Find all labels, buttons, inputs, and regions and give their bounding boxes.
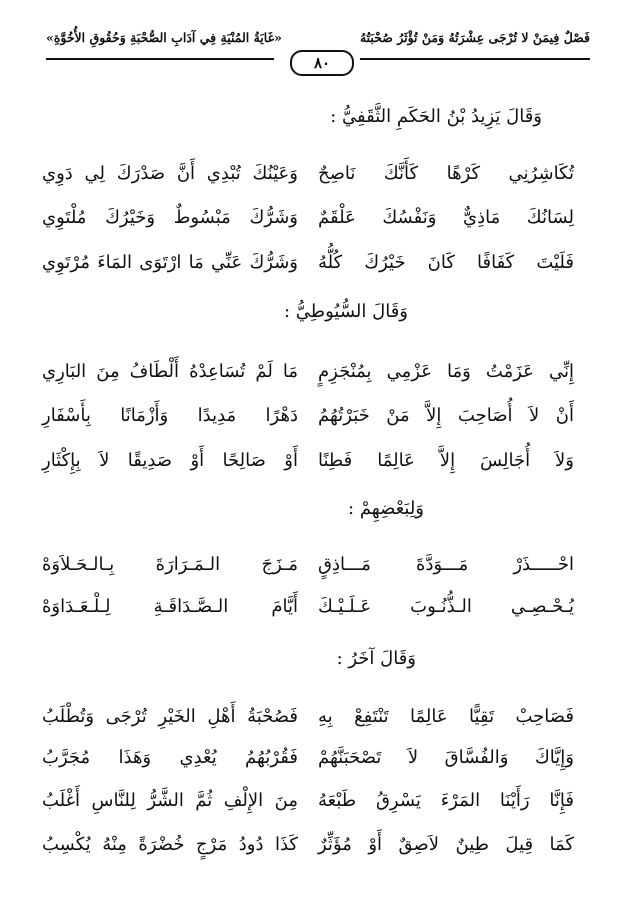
verse-first-hemistich: فَلَيْتَ كَفَافًا كَانَ خَيْرُكَ كُلُّهُ	[318, 252, 574, 273]
verse-line	[0, 361, 634, 395]
verse-line	[0, 207, 634, 241]
verse-first-hemistich: وَلاَ أُجَالِسَ إِلاَّ عَالِمًا فَطِنًا	[318, 450, 574, 471]
verse-line	[0, 596, 634, 630]
verse-first-hemistich: فَصَاحِبْ تَقِيًّا عَالِمًا تَنْتَفِعْ بِهِ	[318, 706, 574, 727]
verse-line	[0, 747, 634, 781]
verse-line	[0, 706, 634, 740]
section-heading: وَقَالَ السُّيُوطِيُّ :	[284, 301, 408, 322]
verse-line	[0, 252, 634, 286]
page-number: ٨٠	[290, 50, 354, 76]
verse-second-hemistich: دَهْرًا مَدِيدًا وَأَزْمَانًا بِأَسْفَارِ	[42, 405, 298, 426]
running-header-book-title: «غَايَةُ المُنْيَةِ فِي آدَابِ الصُّحْبَةِ وَحُقُوقِ الأُخُوَّةِ»	[46, 30, 282, 45]
verse-first-hemistich: تُكَاشِرُنِي كَرْهًا كَأَنَّكَ نَاصِحٌ	[318, 163, 574, 184]
verse-first-hemistich: لِسَانُكَ مَاذِيٌّ وَنَفْسُكَ عَلْقَمٌ	[318, 207, 574, 228]
verse-second-hemistich: أَوْ صَالِحًا أَوْ صَدِيقًا لاَ بِإِكْثَارِ	[42, 450, 298, 471]
section-heading: وَلِبَعْضِهِمْ :	[348, 498, 424, 519]
verse-second-hemistich: كَذَا دُودُ مَرْجٍ خُضْرَةً مِنْهُ يُكْسِبُ	[42, 834, 298, 855]
verse-second-hemistich: أَيَّامَ الـصَّـدَاقَـةِ لِـلْـعَـدَاوَهْ	[42, 596, 298, 617]
verse-second-hemistich: وَشَرُّكَ عَنِّي مَا ارْتَوَى المَاءَ مُرْتَوِي	[42, 252, 298, 273]
verse-first-hemistich: أَنْ لاَ أُصَاحِبَ إِلاَّ مَنْ خَبَرْتُهُمُ	[318, 405, 574, 426]
verse-line	[0, 554, 634, 588]
verse-second-hemistich: وَعَيْنُكَ تُبْدِي أَنَّ صَدْرَكَ لِي دَوِي	[42, 163, 298, 184]
verse-line	[0, 163, 634, 197]
verse-first-hemistich: كَمَا قِيلَ طِينٌ لاَصِقٌ أَوْ مُؤَثِّرٌ	[318, 834, 574, 855]
verse-second-hemistich: فَقُرْبُهُمُ يُعْدِي وَهَذَا مُجَرَّبُ	[42, 747, 298, 768]
header-rule-right	[360, 58, 590, 60]
verse-line	[0, 790, 634, 824]
running-header-chapter: فَصْلٌ فِيمَنْ لا تُرْجَى عِشْرَتُهُ وَمَنْ تُؤْثَرُ صُحْبَتُهُ	[359, 30, 590, 45]
verse-line	[0, 405, 634, 439]
verse-first-hemistich: فَإِنَّا رَأَيْنَا المَرْءَ يَسْرِقُ طَبْعَهُ	[318, 790, 574, 811]
verse-first-hemistich: إِنِّي عَزَمْتُ وَمَا عَزْمِي بِمُنْجَزِمٍ	[318, 361, 574, 382]
section-heading: وَقَالَ آخَرُ :	[336, 648, 416, 669]
verse-second-hemistich: وَشَرُّكَ مَبْسُوطٌ وَخَيْرُكَ مُلْتَوِي	[42, 207, 298, 228]
verse-second-hemistich: مَـزَجَ الـمَـرَارَةَ بِـالـحَـلاَوَهْ	[42, 554, 298, 575]
verse-line	[0, 834, 634, 868]
header-rule-left	[46, 58, 274, 60]
verse-first-hemistich: وَإِيَّاكَ وَالفُسَّاقَ لاَ تَصْحَبَنَّهُمْ	[318, 747, 574, 768]
verse-first-hemistich: يُـحْـصِـي الـذُّنُـوبَ عَـلَـيْـكَ	[318, 596, 574, 617]
verse-second-hemistich: مَا لَمْ تُسَاعِدْهُ أَلْطَافُ مِنَ البَارِي	[42, 361, 298, 382]
verse-first-hemistich: احْـــــذَرْ مَـــوَدَّةَ مَـــاذِقٍ	[318, 554, 574, 575]
section-heading: وَقَالَ يَزِيدُ بْنُ الحَكَمِ الثَّقَفِيُّ :	[330, 106, 542, 127]
verse-line	[0, 450, 634, 484]
verse-second-hemistich: فَصُحْبَةُ أَهْلِ الخَيْرِ تُرْجَى وَتُطْلَبُ	[42, 706, 298, 727]
verse-second-hemistich: مِنَ الإِلْفِ ثُمَّ الشَّرُّ لِلنَّاسِ أَغْلَبُ	[42, 790, 298, 811]
